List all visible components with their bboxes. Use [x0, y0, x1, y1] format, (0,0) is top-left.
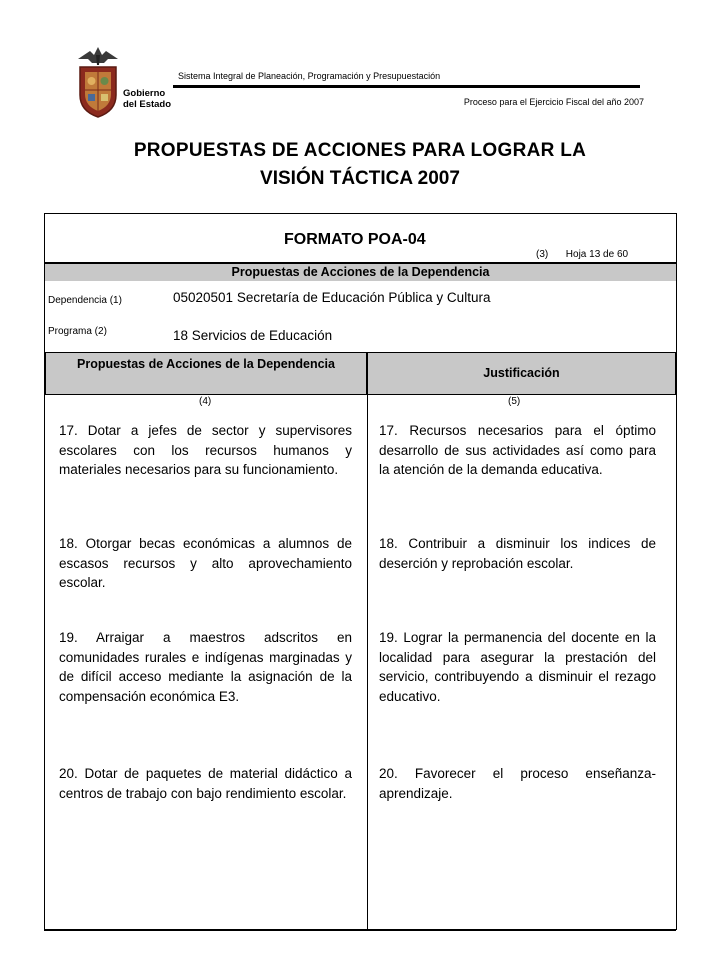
column-header-justification: Justificación — [367, 352, 676, 395]
justification-item-19: 19. Lograr la permanencia del docente en la localidad para asegurar la prestación del servicio, contribuyendo a disminuir el rezago educativo. — [379, 630, 656, 704]
dependencia-label: Dependencia (1) — [48, 295, 122, 306]
gobierno-text: Gobierno — [123, 88, 166, 99]
frame-border-right — [676, 213, 677, 930]
sheet-indicator — [536, 249, 628, 260]
action-item-20: 20. Dotar de paquetes de material didáctico a centros de trabajo con bajo rendimiento escolar. — [59, 766, 352, 801]
system-name: Sistema Integral de Planeación, Programación y Presupuestación — [178, 71, 441, 81]
sheet-ref: (3) — [536, 249, 549, 260]
programa-value: 18 Servicios de Educación — [173, 328, 333, 343]
action-item-17: 17. Dotar a jefes de sector y supervisores escolares con los recursos humanos y materiales necesarios para su funcionamiento. — [59, 423, 352, 477]
section-header: Propuestas de Acciones de la Dependencia — [45, 262, 676, 281]
frame-border-left — [44, 213, 45, 930]
column-divider — [367, 395, 368, 930]
justification-item-20: 20. Favorecer el proceso enseñanza-aprendizaje. — [379, 766, 656, 801]
frame-border-top — [44, 213, 676, 214]
del-estado-text: del Estado — [123, 99, 172, 110]
column-number-actions: (4) — [199, 396, 212, 407]
justification-item-17: 17. Recursos necesarios para el óptimo desarrollo de sus actividades así como para la atención de la demanda educativa. — [379, 423, 656, 477]
action-item-18: 18. Otorgar becas económicas a alumnos de escasos recursos y alto aprovechamiento escolar. — [59, 536, 352, 590]
state-seal-logo — [74, 45, 122, 119]
page-title-line1: PROPUESTAS DE ACCIONES PARA LOGRAR LA — [133, 140, 587, 161]
justification-item-18: 18. Contribuir a disminuir los indices de deserción y reprobación escolar. — [379, 536, 656, 571]
header-rule — [173, 85, 640, 88]
frame-border-bottom — [44, 929, 676, 931]
sheet-number: Hoja 13 de 60 — [565, 249, 629, 260]
page-title-line2: VISIÓN TÁCTICA 2007 — [260, 168, 460, 189]
government-label — [123, 88, 171, 110]
column-header-actions: Propuestas de Acciones de la Dependencia — [45, 352, 367, 395]
programa-label: Programa (2) — [48, 326, 107, 337]
dependencia-value: 05020501 Secretaría de Educación Pública y Cultura — [173, 290, 491, 305]
action-item-19: 19. Arraigar a maestros adscritos en comunidades rurales e indígenas marginadas y de difícil acceso mediante la asignación de la compensación económica E3. — [59, 630, 352, 704]
form-name: FORMATO POA-04 — [284, 231, 426, 248]
column-number-justification: (5) — [508, 396, 521, 407]
fiscal-process: Proceso para el Ejercicio Fiscal del año 2007 — [463, 97, 644, 107]
